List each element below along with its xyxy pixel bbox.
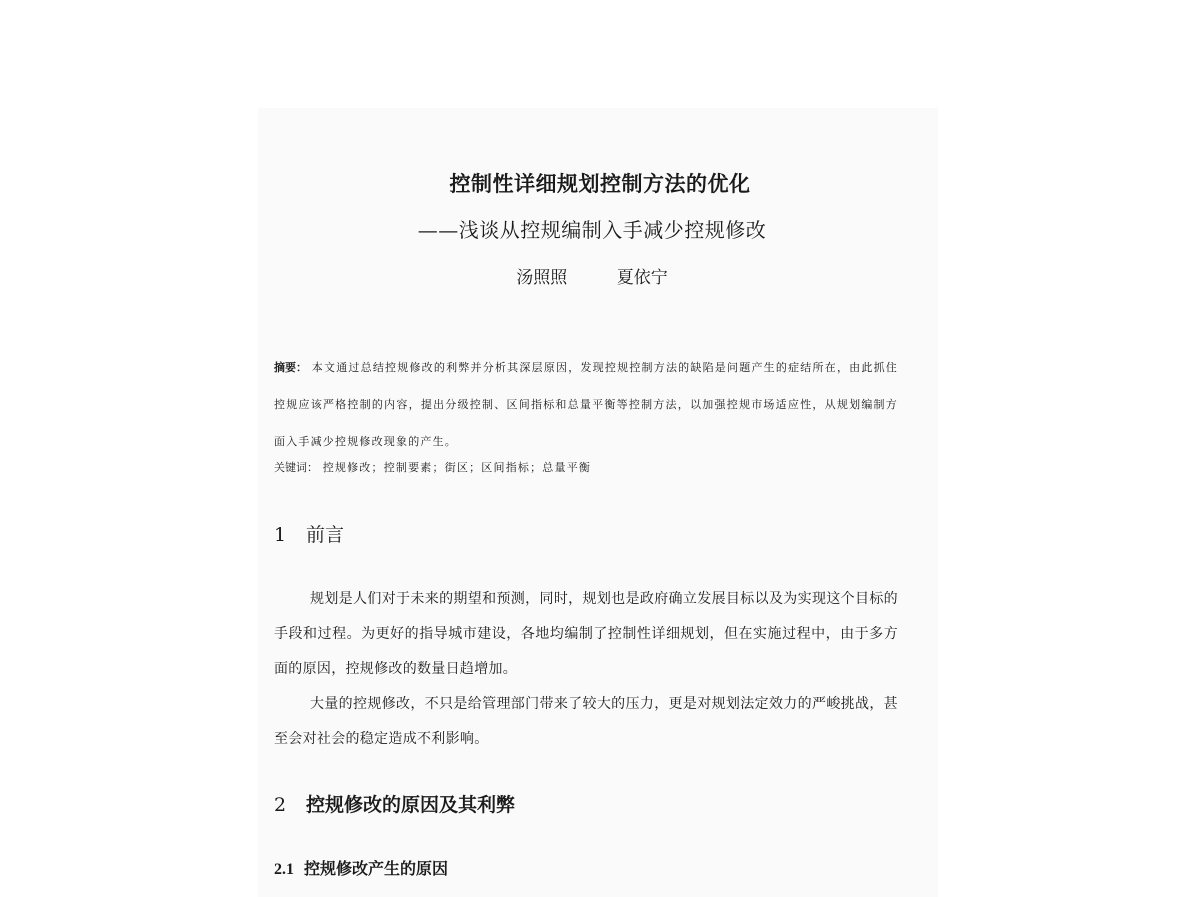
paragraph-text: 规划是人们对于未来的期望和预测，同时，规划也是政府确立发展目标以及为实现这个目标的手段和过程。为更好的指导城市建设，各地均编制了控制性详细规划，但在实施过程中，由于多方面的原因，控规修改的数量日趋增加。 xyxy=(274,591,898,677)
abstract xyxy=(274,349,898,460)
abstract-text: 本文通过总结控规修改的利弊并分析其深层原因，发现控规控制方法的缺陷是问题产生的症结所在，由此抓住控规应该严格控制的内容，提出分级控制、区间指标和总量平衡等控制方法，以加强控规市场适应性，从规划编制方面入手减少控规修改现象的产生。 xyxy=(274,361,898,448)
abstract-label: 摘要： xyxy=(274,361,308,374)
section-title: 前言 xyxy=(306,524,345,546)
paragraph-text: 大量的控规修改，不只是给管理部门带来了较大的压力，更是对规划法定效力的严峻挑战，甚至会对社会的稳定造成不利影响。 xyxy=(274,696,898,747)
subsection-heading-2-1 xyxy=(274,856,448,879)
keywords xyxy=(274,459,591,475)
subsection-number: 2.1 xyxy=(274,861,294,878)
keywords-label: 关键词： xyxy=(274,461,318,474)
paper-title: 控制性详细规划控制方法的优化 xyxy=(449,172,751,196)
paper-subtitle: ——浅谈从控规编制入手减少控规修改 xyxy=(417,218,767,242)
section-1-paragraph-1 xyxy=(274,582,898,687)
author-name: 夏依宁 xyxy=(616,268,668,288)
section-heading-2 xyxy=(274,790,515,817)
subsection-title: 控规修改产生的原因 xyxy=(304,859,449,878)
section-number: 1 xyxy=(274,524,287,546)
section-heading-1 xyxy=(274,520,344,547)
section-number: 2 xyxy=(274,794,287,816)
author-list xyxy=(0,263,1184,288)
keywords-text: 控规修改；控制要素；街区；区间指标；总量平衡 xyxy=(322,461,592,474)
section-title: 控规修改的原因及其利弊 xyxy=(306,794,516,816)
section-1-paragraph-2 xyxy=(274,687,898,757)
author-name: 汤照照 xyxy=(516,268,568,288)
